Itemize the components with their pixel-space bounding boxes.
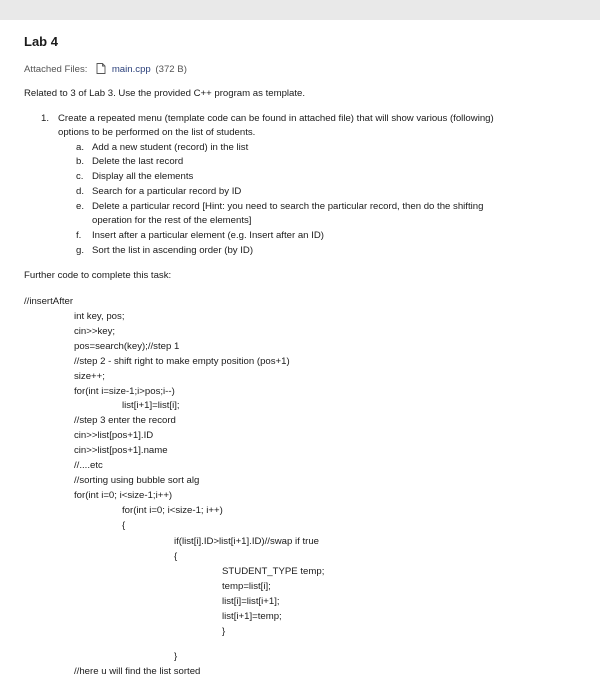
option-letter: e.	[76, 201, 85, 212]
attached-files-row	[24, 64, 187, 75]
code-line: cin>>list[pos+1].ID	[74, 430, 154, 441]
option-letter: c.	[76, 171, 84, 182]
task-text-line1: Create a repeated menu (template code can be found in attached file) that will show various (following)	[58, 113, 494, 124]
option-text: Delete a particular record [Hint: you need to search the particular record, then do the shifting	[92, 201, 484, 212]
option-letter: f.	[76, 230, 82, 241]
code-line: //step 3 enter the record	[74, 415, 176, 426]
option-text: Display all the elements	[92, 171, 194, 182]
code-line: }	[222, 626, 226, 637]
code-line: cin>>key;	[74, 326, 116, 337]
page-title: Lab 4	[24, 34, 58, 49]
option-text: Insert after a particular element (e.g. Insert after an ID)	[92, 230, 324, 241]
code-line: //insertAfter	[24, 296, 74, 307]
code-line: for(int i=0; i<size-1;i++)	[74, 490, 173, 501]
code-line: for(int i=0; i<size-1; i++)	[122, 505, 223, 516]
option-letter: g.	[76, 245, 85, 256]
code-line: STUDENT_TYPE temp;	[222, 566, 325, 577]
code-line: //step 2 - shift right to make empty position (pos+1)	[74, 356, 290, 367]
code-line: //sorting using bubble sort alg	[74, 475, 200, 486]
option-letter: a.	[76, 142, 85, 153]
code-line: }	[174, 651, 178, 662]
code-line: //here u will find the list sorted	[74, 666, 201, 677]
task-number: 1.	[41, 113, 50, 124]
code-line: if(list[i].ID>list[i+1].ID)//swap if true	[174, 536, 320, 547]
attached-files-label: Attached Files:	[24, 64, 88, 76]
top-bar	[0, 0, 600, 20]
option-text: Delete the last record	[92, 156, 184, 167]
option-text: Search for a particular record by ID	[92, 186, 242, 197]
code-line: //....etc	[74, 460, 103, 471]
code-line: pos=search(key);//step 1	[74, 341, 180, 352]
code-line: {	[122, 520, 126, 531]
code-line: temp=list[i];	[222, 581, 271, 592]
option-text: Add a new student (record) in the list	[92, 142, 249, 153]
intro-text: Related to 3 of Lab 3. Use the provided C++ program as template.	[24, 88, 306, 99]
option-letter: d.	[76, 186, 85, 197]
attachment-size: (372 B)	[155, 64, 187, 76]
code-line: list[i]=list[i+1];	[222, 596, 280, 607]
code-line: int key, pos;	[74, 311, 125, 322]
code-line: for(int i=size-1;i>pos;i--)	[74, 386, 175, 397]
code-line: size++;	[74, 371, 105, 382]
code-line: cin>>list[pos+1].name	[74, 445, 168, 456]
option-letter: b.	[76, 156, 85, 167]
code-line: list[i+1]=temp;	[222, 611, 282, 622]
file-icon	[96, 63, 106, 74]
code-line: {	[174, 551, 178, 562]
task-text-line2: options to be performed on the list of students.	[58, 127, 256, 138]
option-text-continued: operation for the rest of the elements]	[92, 215, 252, 226]
code-line: list[i+1]=list[i];	[122, 400, 180, 411]
option-text: Sort the list in ascending order (by ID)	[92, 245, 254, 256]
further-code-heading: Further code to complete this task:	[24, 270, 172, 281]
attachment-link[interactable]: main.cpp	[111, 64, 151, 76]
